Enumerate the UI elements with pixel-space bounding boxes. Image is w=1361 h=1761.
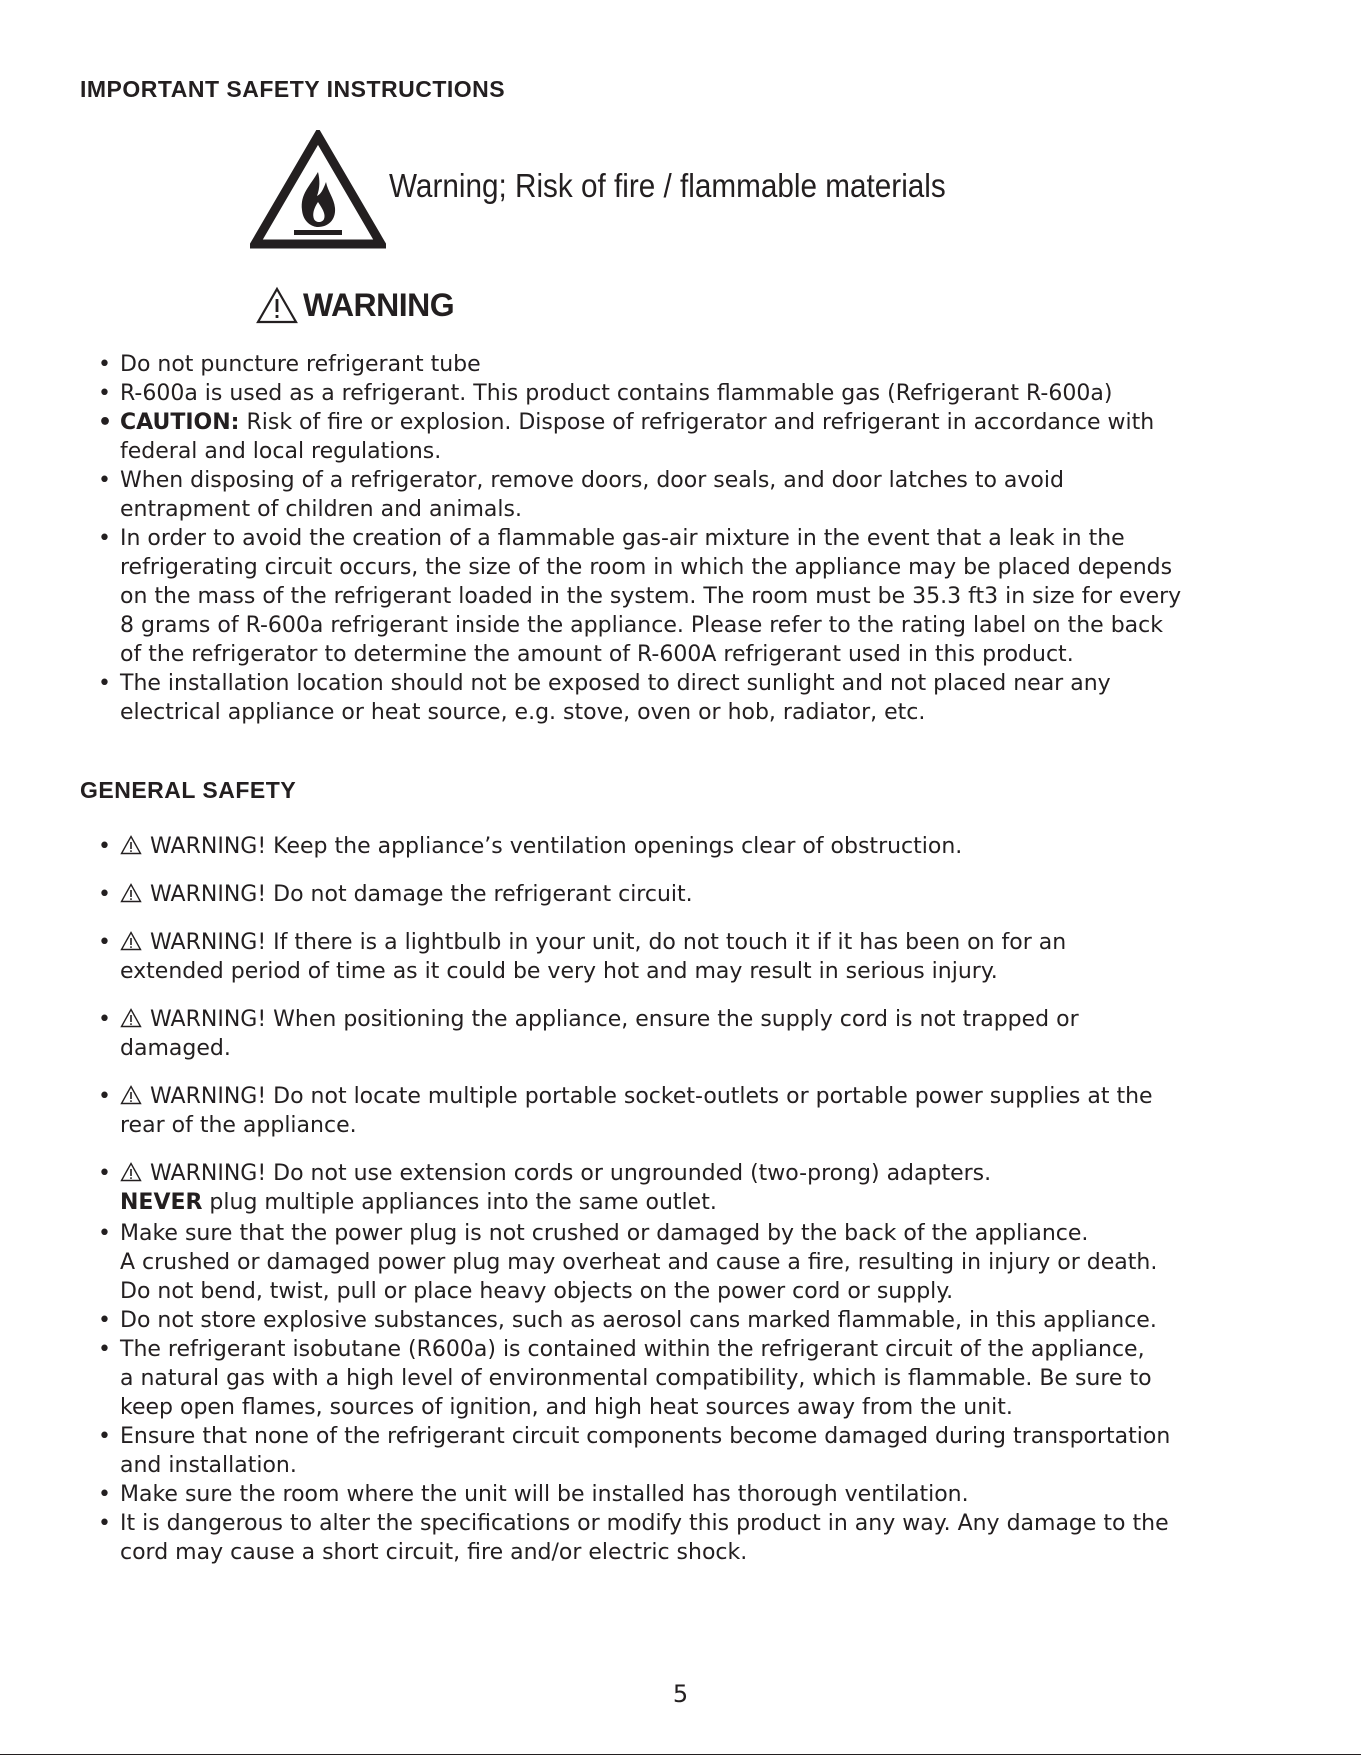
list-item: • When disposing of a refrigerator, remove doors, door seals, and door latches to avoid entrapment of children and animals. [98,468,1064,522]
list-item: • Do not store explosive substances, such as aerosol cans marked flammable, in this appliance. [98,1308,1157,1333]
general-safety-warnings [98,832,1338,1236]
list-item-caution: • CAUTION: Risk of fire or explosion. Dispose of refrigerator and refrigerant in accordance with federal and local regulations. [98,410,1155,464]
list-item: • In order to avoid the creation of a flammable gas-air mixture in the event that a leak in the refrigerating circuit occurs, the size of the room in which the appliance may be placed depends on the mass of the refrigerant loaded in the system. The room must be 35.3 ft3 in size for every 8 grams of R-600a refrigerant inside the appliance. Please refer to the rating label on the back of the refrigerator to determine the amount of R-600A refrigerant used in this product. [98,526,1182,667]
warning-item: • WARNING! Keep the appliance’s ventilation openings clear of obstruction. [98,834,963,859]
section-title-important-safety: IMPORTANT SAFETY INSTRUCTIONS [80,76,506,102]
flammable-warning-icon [250,130,386,250]
warning-item: • WARNING! If there is a lightbulb in your unit, do not touch it if it has been on for an extended period of time as it could be very hot and may result in serious injury. [98,930,1067,984]
warning-triangle-icon [120,883,142,903]
warning-item: • WARNING! Do not damage the refrigerant circuit. [98,882,693,907]
warning-item: • WARNING! When positioning the appliance, ensure the supply cord is not trapped or damaged. [98,1007,1079,1061]
warning-triangle-icon [120,931,142,951]
list-item: • Make sure the room where the unit will be installed has thorough ventilation. [98,1482,969,1507]
caution-label: CAUTION: [120,410,240,435]
warning-triangle-icon [120,1162,142,1182]
warning-triangle-icon [120,1008,142,1028]
never-label: NEVER [120,1190,203,1215]
warning-item: • WARNING! Do not locate multiple portable socket-outlets or portable power supplies at the rear of the appliance. [98,1084,1153,1138]
list-item: • Do not puncture refrigerant tube [98,352,481,377]
important-safety-list [98,350,1338,727]
warning-triangle-icon [120,1085,142,1105]
warning-heading-label: WARNING [303,286,455,323]
page-number: 5 [672,1680,689,1708]
list-item: • Ensure that none of the refrigerant circuit components become damaged during transportation and installation. [98,1424,1171,1478]
fire-risk-caption: Warning; Risk of fire / flammable materials [389,167,946,204]
footer-divider [0,1754,1361,1755]
list-item: • The installation location should not be exposed to direct sunlight and not placed near any electrical appliance or heat source, e.g. stove, oven or hob, radiator, etc. [98,671,1111,725]
warning-heading [255,285,454,325]
list-item: • It is dangerous to alter the specifications or modify this product in any way. Any damage to the cord may cause a short circuit, fire and/or electric shock. [98,1511,1169,1565]
warning-triangle-icon [120,835,142,855]
warning-item: • WARNING! Do not use extension cords or ungrounded (two-prong) adapters. NEVER plug multiple appliances into the same outlet. [98,1161,992,1215]
list-item: • The refrigerant isobutane (R600a) is contained within the refrigerant circuit of the appliance, a natural gas with a high level of environmental compatibility, which is flammable. Be sure to keep open flames, sources of ignition, and high heat sources away from the unit. [98,1337,1152,1420]
general-safety-list [98,1219,1338,1567]
warning-triangle-icon [255,286,299,324]
section-title-general-safety: GENERAL SAFETY [80,777,297,803]
list-item: • R-600a is used as a refrigerant. This product contains flammable gas (Refrigerant R-600a) [98,381,1113,406]
list-item: • Make sure that the power plug is not crushed or damaged by the back of the appliance. A crushed or damaged power plug may overheat and cause a fire, resulting in injury or death. Do not bend, twist, pull or place heavy objects on the power cord or supply. [98,1221,1158,1304]
